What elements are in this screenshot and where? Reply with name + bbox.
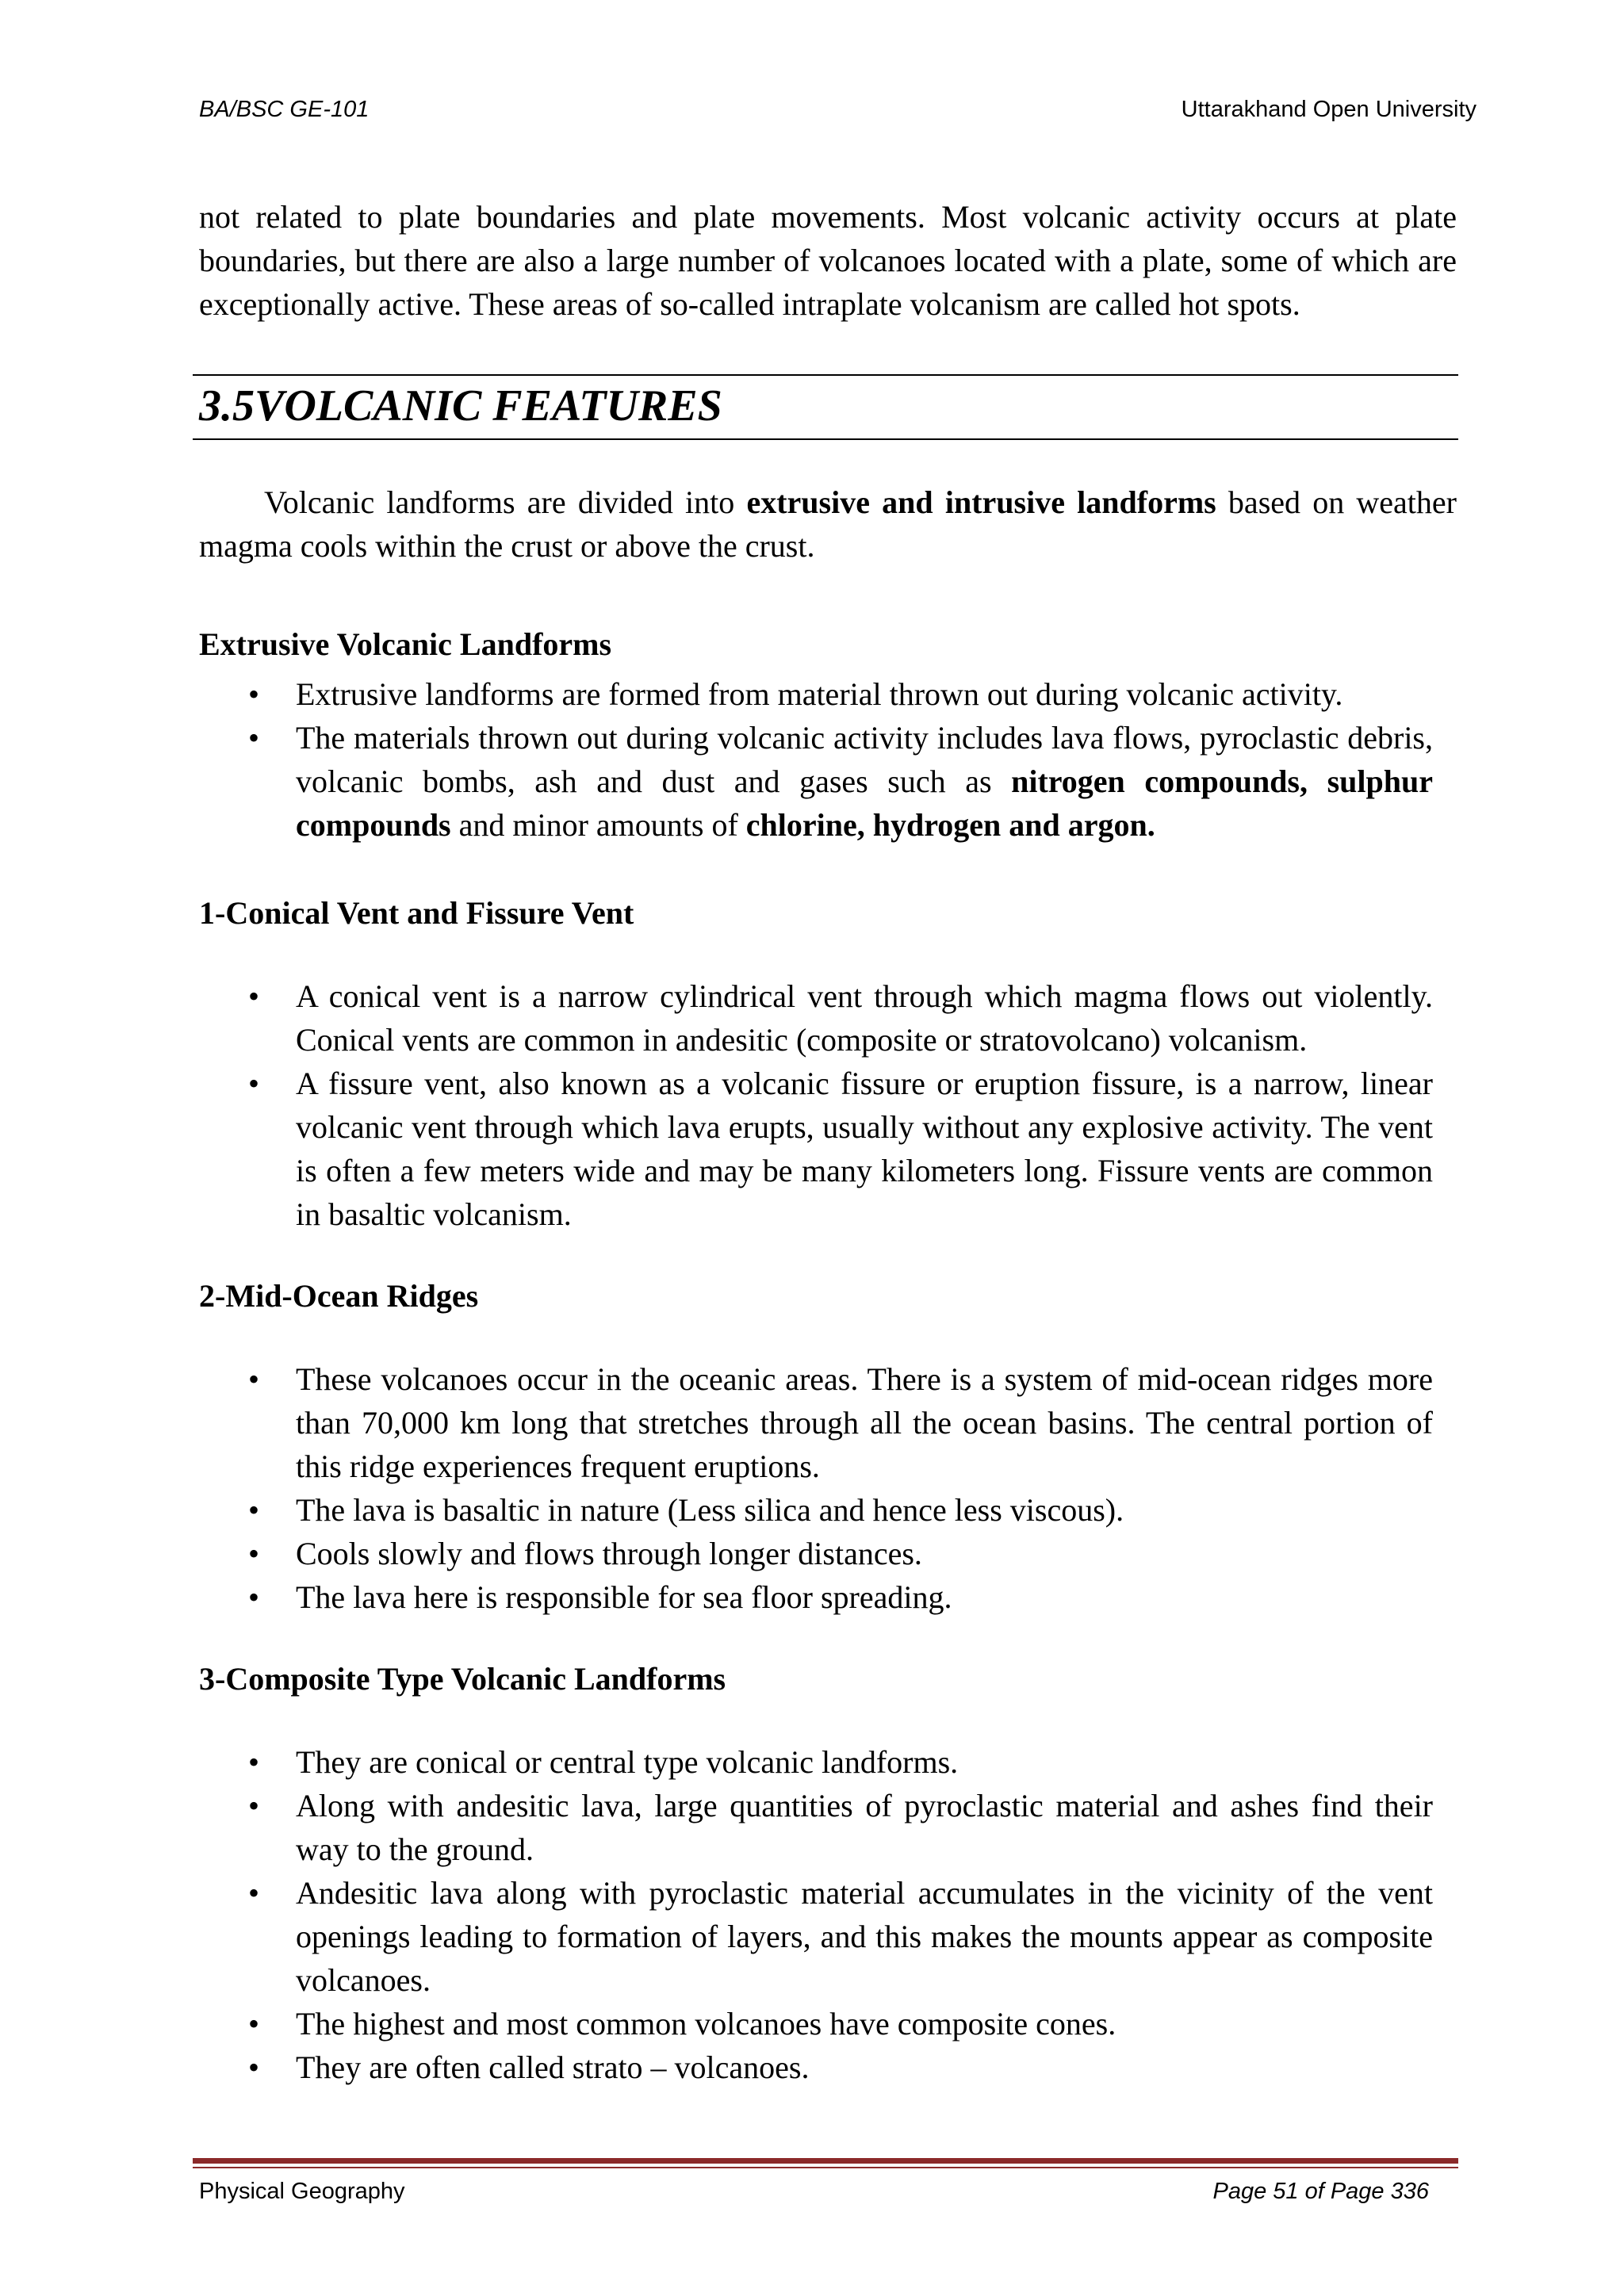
heading-ridges: 2-Mid-Ocean Ridges — [199, 1278, 479, 1314]
list-item — [199, 1062, 1433, 1236]
list-vents — [199, 974, 1433, 1236]
list-item-text: The materials thrown out during volcanic activity includes lava flows, pyroclastic debris, volcanic bombs, ash and dust and gases such as — [296, 720, 1433, 799]
list-item — [199, 1871, 1433, 2002]
section-rule-bottom — [193, 438, 1458, 440]
lead-text-before: Volcanic landforms are divided into — [264, 484, 747, 520]
list-item-text: The highest and most common volcanoes have composite cones. — [296, 2006, 1116, 2042]
list-item-bold: chlorine, hydrogen and argon. — [745, 807, 1155, 843]
bullet-icon: • — [248, 1579, 260, 1615]
footer-rule-thick — [193, 2158, 1458, 2164]
heading-extrusive: Extrusive Volcanic Landforms — [199, 626, 612, 662]
bullet-icon: • — [248, 720, 260, 756]
bullet-icon: • — [248, 2006, 260, 2042]
list-item-text: and minor amounts of — [450, 807, 746, 843]
lead-text-after: based on weather magma cools within the crust or above the crust. — [199, 484, 1457, 564]
list-ridges — [199, 1357, 1433, 1619]
list-item-bold: nitrogen compounds, sulphur compounds — [296, 763, 1433, 843]
list-item — [199, 716, 1433, 847]
heading-vents: 1-Conical Vent and Fissure Vent — [199, 895, 634, 931]
bullet-icon: • — [248, 1788, 260, 1823]
list-item-text: They are conical or central type volcanic landforms. — [296, 1744, 959, 1780]
list-item — [199, 1357, 1433, 1488]
lead-bold-term: extrusive and intrusive landforms — [746, 484, 1216, 520]
list-item-text: A conical vent is a narrow cylindrical vent through which magma flows out violently. Conical vents are common in andesitic (composite or stratovolcano) volcanism. — [296, 978, 1433, 1058]
bullet-icon: • — [248, 676, 260, 712]
heading-composite: 3-Composite Type Volcanic Landforms — [199, 1661, 726, 1697]
bullet-icon: • — [248, 978, 260, 1014]
footer-rule-thin — [193, 2167, 1458, 2168]
intro-paragraph: not related to plate boundaries and plate movements. Most volcanic activity occurs at plate boundaries, but there are also a large number of volcanoes located with a plate, some of which are exceptionally active. These areas of so-called intraplate volcanism are called hot spots. — [199, 199, 1457, 322]
list-item-text: A fissure vent, also known as a volcanic fissure or eruption fissure, is a narrow, linear volcanic vent through which lava erupts, usually without any explosive activity. The vent is often a few meters wide and may be many kilometers long. Fissure vents are common in basaltic volcanism. — [296, 1066, 1433, 1232]
section-title: 3.5VOLCANIC FEATURES — [199, 381, 722, 430]
list-extrusive — [199, 672, 1433, 847]
list-item — [199, 974, 1433, 1062]
list-item — [199, 1740, 1433, 1784]
list-item-text: Along with andesitic lava, large quantities of pyroclastic material and ashes find their way to the ground. — [296, 1788, 1433, 1867]
list-item — [199, 1575, 1433, 1619]
lead-paragraph — [199, 480, 1457, 568]
list-item-text: The lava is basaltic in nature (Less silica and hence less viscous). — [296, 1492, 1124, 1528]
header-university: Uttarakhand Open University — [1181, 97, 1477, 122]
bullet-icon: • — [248, 1066, 260, 1101]
list-item — [199, 1488, 1433, 1532]
header-course-code: BA/BSC GE-101 — [199, 97, 370, 122]
list-item — [199, 1784, 1433, 1871]
footer-page-number: Page 51 of Page 336 — [1212, 2179, 1429, 2204]
bullet-icon: • — [248, 1492, 260, 1528]
list-item — [199, 2045, 1433, 2089]
list-item — [199, 672, 1433, 716]
list-item-text: Cools slowly and flows through longer distances. — [296, 1536, 922, 1571]
list-composite — [199, 1740, 1433, 2089]
bullet-icon: • — [248, 1361, 260, 1397]
list-item — [199, 1532, 1433, 1575]
list-item — [199, 2002, 1433, 2045]
list-item-text: Extrusive landforms are formed from material thrown out during volcanic activity. — [296, 676, 1343, 712]
list-item-text: Andesitic lava along with pyroclastic material accumulates in the vicinity of the vent openings leading to formation of layers, and this makes the mounts appear as composite volcanoes. — [296, 1875, 1433, 1998]
bullet-icon: • — [248, 1875, 260, 1911]
bullet-icon: • — [248, 1536, 260, 1571]
list-item-text: They are often called strato – volcanoes. — [296, 2049, 810, 2085]
bullet-icon: • — [248, 1744, 260, 1780]
footer-subject: Physical Geography — [199, 2179, 405, 2204]
list-item-text: These volcanoes occur in the oceanic areas. There is a system of mid-ocean ridges more than 70,000 km long that stretches through all the ocean basins. The central portion of this ridge experiences frequent eruptions. — [296, 1361, 1433, 1484]
list-item-text: The lava here is responsible for sea floor spreading. — [296, 1579, 952, 1615]
bullet-icon: • — [248, 2049, 260, 2085]
